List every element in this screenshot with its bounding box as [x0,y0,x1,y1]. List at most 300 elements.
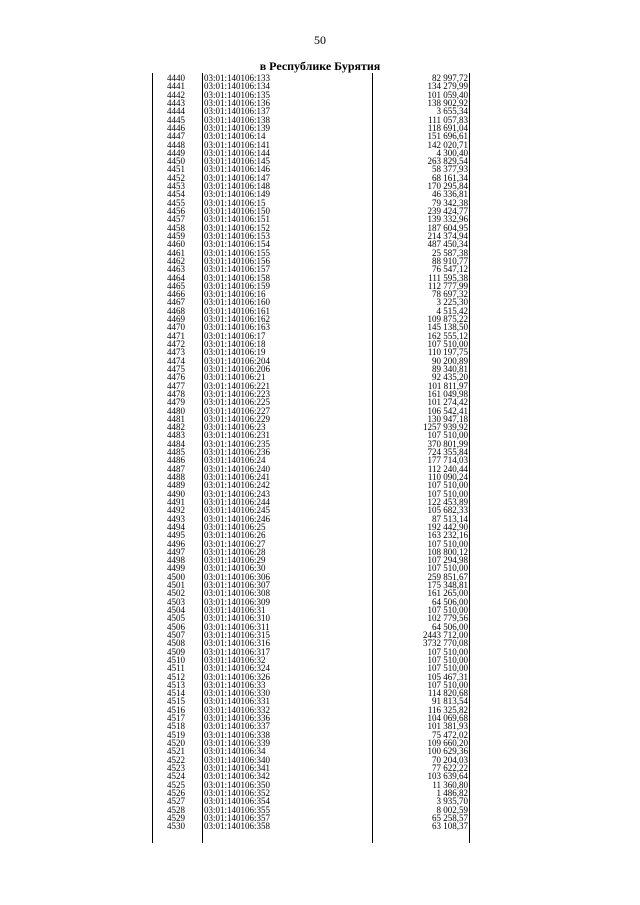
row-number: 4447 [167,131,185,142]
cadastral-number: 03:01:140106:33 [204,679,266,690]
table-row [152,357,470,365]
row-number: 4512 [167,671,185,682]
cadastral-number: 03:01:140106:223 [204,388,271,399]
table-row [152,540,470,548]
cadastral-value: 64 506,00 [432,596,468,607]
row-number: 4529 [167,812,185,823]
cadastral-number: 03:01:140106:154 [204,239,271,250]
row-number: 4479 [167,397,185,408]
cadastral-value: 112 777,99 [427,280,468,291]
table-row [152,224,470,232]
row-number: 4501 [167,580,185,591]
row-number: 4449 [167,147,185,158]
cadastral-value: 177 714,03 [427,455,468,466]
table-row [152,706,470,714]
cadastral-value: 111 057,83 [428,114,468,125]
table-row [152,731,470,739]
row-number: 4453 [167,181,185,192]
cadastral-number: 03:01:140106:144 [204,147,271,158]
cadastral-number: 03:01:140106:242 [204,480,271,491]
row-number: 4482 [167,422,185,433]
row-number: 4504 [167,605,185,615]
cadastral-value: 122 453,89 [427,496,468,507]
row-number: 4492 [167,505,185,516]
cadastral-number: 03:01:140106:350 [204,779,271,790]
table-row [152,257,470,265]
table-row [152,714,470,722]
cadastral-value: 107 510,00 [427,563,468,574]
table-row [152,390,470,398]
cadastral-number: 03:01:140106:307 [204,580,271,591]
row-number: 4500 [167,571,185,582]
row-number: 4514 [167,688,185,699]
row-number: 4528 [167,804,185,815]
row-number: 4475 [167,363,185,374]
table-row [152,589,470,597]
row-number: 4464 [167,272,185,283]
row-number: 4511 [167,663,185,674]
table-row [152,157,470,165]
cadastral-number: 03:01:140106:229 [204,413,271,424]
cadastral-number: 03:01:140106:204 [204,355,271,366]
cadastral-number: 03:01:140106:246 [204,513,271,524]
cadastral-value: 214 374,94 [427,230,468,241]
cadastral-value: 161 265,00 [427,588,468,599]
cadastral-number: 03:01:140106:352 [204,787,271,798]
table-row [152,606,470,614]
cadastral-number: 03:01:140106:32 [204,654,266,665]
cadastral-value: 78 697,32 [432,289,468,300]
row-number: 4530 [167,821,185,832]
table-row [152,664,470,672]
table-row [152,531,470,539]
cadastral-value: 134 279,99 [427,81,468,92]
cadastral-value: 107 510,00 [427,663,468,674]
table-row [152,107,470,115]
cadastral-value: 91 813,54 [432,696,468,707]
cadastral-value: 114 820,68 [427,688,468,699]
cadastral-number: 03:01:140106:339 [204,738,271,748]
table-row [152,781,470,789]
table-row [152,722,470,730]
cadastral-value: 8 002,59 [436,804,468,815]
row-number: 4525 [167,779,185,790]
row-number: 4505 [167,613,185,624]
cadastral-value: 88 910,77 [432,255,468,266]
row-number: 4527 [167,796,185,807]
cadastral-number: 03:01:140106:133 [204,73,271,83]
page-number: 50 [314,33,326,47]
row-number: 4440 [167,73,185,83]
row-number: 4476 [167,372,185,383]
cadastral-number: 03:01:140106:152 [204,222,271,233]
cadastral-number: 03:01:140106:326 [204,671,271,682]
table-row [152,74,470,82]
row-number: 4455 [167,197,185,208]
row-number: 4488 [167,472,185,482]
cadastral-value: 106 542,41 [427,405,468,416]
table-row [152,548,470,556]
cadastral-number: 03:01:140106:146 [204,164,271,175]
cadastral-number: 03:01:140106:19 [204,347,266,358]
table-row [152,282,470,290]
row-number: 4520 [167,738,185,748]
table-row [152,481,470,489]
table-row [152,249,470,257]
cadastral-number: 03:01:140106:15 [204,197,266,208]
cadastral-number: 03:01:140106:231 [204,430,271,441]
cadastral-value: 107 510,00 [427,488,468,499]
table-row [152,207,470,215]
table-row [152,165,470,173]
cadastral-value: 103 639,64 [427,771,468,782]
cadastral-value: 101 274,42 [427,397,468,408]
table-row [152,456,470,464]
cadastral-value: 100 629,36 [427,746,468,757]
cadastral-value: 76 547,12 [432,264,468,275]
row-number: 4473 [167,347,185,358]
cadastral-value: 65 258,57 [432,812,468,823]
table-row [152,673,470,681]
cadastral-number: 03:01:140106:150 [204,206,271,216]
cadastral-value: 111 595,38 [428,272,468,283]
row-number: 4458 [167,222,185,233]
cadastral-value: 4 515,42 [436,305,468,316]
cadastral-number: 03:01:140106:241 [204,472,271,482]
cadastral-number: 03:01:140106:18 [204,339,266,349]
row-number: 4519 [167,729,185,740]
table-row [152,240,470,248]
table-row [152,132,470,140]
cadastral-value: 187 604,95 [427,222,468,233]
cadastral-value: 77 622,22 [432,762,468,773]
row-number: 4441 [167,81,185,92]
row-number: 4495 [167,530,185,541]
table-row [152,398,470,406]
table-row [152,298,470,306]
row-number: 4477 [167,380,185,391]
table-row [152,431,470,439]
row-number: 4497 [167,546,185,557]
cadastral-number: 03:01:140106:25 [204,521,266,532]
cadastral-number: 03:01:140106:26 [204,530,266,541]
cadastral-number: 03:01:140106:235 [204,438,271,449]
cadastral-value: 239 424,77 [427,206,468,216]
cadastral-value: 107 510,00 [427,480,468,491]
cadastral-value: 151 696,61 [427,131,468,142]
cadastral-value: 102 779,56 [427,613,468,624]
table-row [152,215,470,223]
row-number: 4518 [167,721,185,732]
row-number: 4444 [167,106,185,117]
row-number: 4508 [167,638,185,649]
table-row [152,190,470,198]
cadastral-value: 1257 939,92 [423,422,468,433]
table-row [152,82,470,90]
table-row [152,116,470,124]
row-number: 4499 [167,563,185,574]
table-row [152,365,470,373]
table-row [152,756,470,764]
table-row [152,473,470,481]
cadastral-number: 03:01:140106:332 [204,704,271,715]
row-number: 4487 [167,463,185,474]
cadastral-value: 263 829,54 [427,156,468,167]
table-row [152,290,470,298]
row-number: 4468 [167,305,185,316]
table-row [152,556,470,564]
row-number: 4491 [167,496,185,507]
cadastral-value: 162 555,12 [427,330,468,341]
cadastral-number: 03:01:140106:23 [204,422,266,433]
cadastral-value: 138 902,92 [427,97,468,108]
row-number: 4489 [167,480,185,491]
cadastral-number: 03:01:140106:243 [204,488,271,499]
cadastral-number: 03:01:140106:341 [204,762,271,773]
row-number: 4481 [167,413,185,424]
cadastral-number: 03:01:140106:357 [204,812,271,823]
cadastral-value: 58 377,93 [432,164,468,175]
cadastral-number: 03:01:140106:160 [204,297,271,308]
row-number: 4521 [167,746,185,757]
row-number: 4443 [167,97,185,108]
cadastral-value: 101 811,97 [427,380,468,391]
row-number: 4524 [167,771,185,782]
row-number: 4507 [167,629,185,640]
cadastral-value: 64 506,00 [432,621,468,632]
row-number: 4442 [167,89,185,100]
table-row [152,382,470,390]
cadastral-number: 03:01:140106:227 [204,405,271,416]
cadastral-number: 03:01:140106:136 [204,97,271,108]
row-number: 4446 [167,122,185,133]
cadastral-value: 3732 770,08 [423,638,468,649]
table-row [152,822,470,830]
cadastral-number: 03:01:140106:17 [204,330,266,341]
cadastral-number: 03:01:140106:311 [204,621,270,632]
cadastral-value: 110 090,24 [427,472,468,482]
cadastral-number: 03:01:140106:309 [204,596,271,607]
cadastral-number: 03:01:140106:337 [204,721,271,732]
table-row [152,265,470,273]
table-row [152,348,470,356]
row-number: 4517 [167,713,185,724]
table-row [152,614,470,622]
row-number: 4454 [167,189,185,200]
cadastral-number: 03:01:140106:340 [204,754,271,765]
cadastral-number: 03:01:140106:161 [204,305,271,316]
table-row [152,747,470,755]
row-number: 4445 [167,114,185,125]
cadastral-number: 03:01:140106:159 [204,280,271,291]
cadastral-number: 03:01:140106:330 [204,688,271,699]
cadastral-value: 139 332,96 [427,214,468,225]
cadastral-number: 03:01:140106:24 [204,455,266,466]
table-row [152,182,470,190]
table-row [152,689,470,697]
cadastral-number: 03:01:140106:206 [204,363,271,374]
cadastral-number: 03:01:140106:31 [204,605,266,615]
cadastral-value: 170 295,84 [427,181,468,192]
row-number: 4513 [167,679,185,690]
cadastral-value: 161 049,98 [427,388,468,399]
table-row [152,564,470,572]
cadastral-value: 107 510,00 [427,430,468,441]
cadastral-number: 03:01:140106:139 [204,122,271,133]
row-number: 4496 [167,538,185,549]
table-row [152,573,470,581]
cadastral-value: 105 467,31 [427,671,468,682]
cadastral-number: 03:01:140106:221 [204,380,271,391]
cadastral-number: 03:01:140106:16 [204,289,266,300]
cadastral-number: 03:01:140106:21 [204,372,266,383]
table-row [152,373,470,381]
cadastral-number: 03:01:140106:151 [204,214,271,225]
row-number: 4516 [167,704,185,715]
cadastral-number: 03:01:140106:315 [204,629,271,640]
cadastral-table [152,73,470,843]
table-row [152,407,470,415]
table-row [152,232,470,240]
cadastral-number: 03:01:140106:158 [204,272,271,283]
cadastral-value: 4 300,40 [436,147,468,158]
cadastral-value: 68 161,34 [432,172,468,183]
cadastral-number: 03:01:140106:317 [204,646,271,657]
cadastral-number: 03:01:140106:149 [204,189,271,200]
row-number: 4460 [167,239,185,250]
cadastral-number: 03:01:140106:157 [204,264,271,275]
cadastral-value: 145 138,50 [427,322,468,333]
cadastral-number: 03:01:140106:244 [204,496,271,507]
cadastral-value: 11 360,80 [432,779,468,790]
cadastral-value: 130 947,18 [427,413,468,424]
cadastral-value: 109 875,22 [427,314,468,325]
cadastral-value: 487 450,34 [427,239,468,250]
cadastral-number: 03:01:140106:135 [204,89,271,100]
cadastral-value: 2443 712,00 [423,629,468,640]
cadastral-number: 03:01:140106:306 [204,571,271,582]
row-number: 4459 [167,230,185,241]
table-row [152,697,470,705]
cadastral-value: 107 510,00 [427,339,468,349]
row-number: 4478 [167,388,185,399]
cadastral-value: 82 997,72 [432,73,468,83]
row-number: 4451 [167,164,185,175]
row-number: 4509 [167,646,185,657]
row-number: 4457 [167,214,185,225]
cadastral-value: 3 655,34 [436,106,468,117]
row-number: 4493 [167,513,185,524]
cadastral-number: 03:01:140106:34 [204,746,266,757]
cadastral-number: 03:01:140106:308 [204,588,271,599]
table-row [152,423,470,431]
table-row [152,141,470,149]
cadastral-value: 70 204,03 [432,754,468,765]
table-heading: в Республике Бурятия [259,59,381,73]
row-number: 4523 [167,762,185,773]
cadastral-number: 03:01:140106:225 [204,397,271,408]
cadastral-value: 1 486,82 [436,787,468,798]
cadastral-value: 79 342,38 [432,197,468,208]
cadastral-number: 03:01:140106:342 [204,771,271,782]
row-number: 4510 [167,654,185,665]
cadastral-value: 63 108,37 [432,821,468,832]
table-row [152,307,470,315]
table-row [152,806,470,814]
table-row [152,274,470,282]
row-number: 4470 [167,322,185,333]
table-row [152,99,470,107]
cadastral-value: 87 513,14 [432,513,468,524]
row-number: 4486 [167,455,185,466]
cadastral-value: 92 435,20 [432,372,468,383]
cadastral-value: 107 510,00 [427,679,468,690]
table-row [152,639,470,647]
row-number: 4471 [167,330,185,341]
table-row [152,124,470,132]
table-row [152,490,470,498]
row-number: 4503 [167,596,185,607]
row-number: 4456 [167,206,185,216]
cadastral-number: 03:01:140106:236 [204,447,271,458]
table-row [152,515,470,523]
row-number: 4498 [167,555,185,566]
cadastral-number: 03:01:140106:358 [204,821,271,832]
cadastral-value: 101 381,93 [427,721,468,732]
cadastral-value: 192 442,90 [427,521,468,532]
table-row [152,814,470,822]
cadastral-number: 03:01:140106:27 [204,538,266,549]
table-row [152,332,470,340]
cadastral-value: 90 200,89 [432,355,468,366]
cadastral-value: 3 225,30 [436,297,468,308]
cadastral-number: 03:01:140106:30 [204,563,266,574]
cadastral-number: 03:01:140106:153 [204,230,271,241]
table-row [152,648,470,656]
cadastral-value: 107 510,00 [427,646,468,657]
cadastral-number: 03:01:140106:354 [204,796,271,807]
cadastral-value: 118 691,04 [427,122,468,133]
cadastral-value: 107 294,98 [427,555,468,566]
cadastral-number: 03:01:140106:316 [204,638,271,649]
cadastral-value: 107 510,00 [427,654,468,665]
cadastral-number: 03:01:140106:324 [204,663,271,674]
row-number: 4515 [167,696,185,707]
cadastral-value: 116 325,82 [427,704,468,715]
row-number: 4452 [167,172,185,183]
cadastral-value: 104 069,68 [427,713,468,724]
cadastral-value: 110 197,75 [427,347,468,358]
row-number: 4506 [167,621,185,632]
row-number: 4467 [167,297,185,308]
cadastral-value: 46 336,81 [432,189,468,200]
row-number: 4502 [167,588,185,599]
cadastral-number: 03:01:140106:14 [204,131,266,142]
cadastral-number: 03:01:140106:245 [204,505,271,516]
row-number: 4490 [167,488,185,499]
table-row [152,498,470,506]
table-row [152,656,470,664]
cadastral-value: 25 587,38 [432,247,468,258]
table-row [152,448,470,456]
cadastral-number: 03:01:140106:355 [204,804,271,815]
table-row [152,91,470,99]
table-row [152,506,470,514]
cadastral-number: 03:01:140106:28 [204,546,266,557]
table-row [152,340,470,348]
row-number: 4469 [167,314,185,325]
cadastral-number: 03:01:140106:134 [204,81,271,92]
